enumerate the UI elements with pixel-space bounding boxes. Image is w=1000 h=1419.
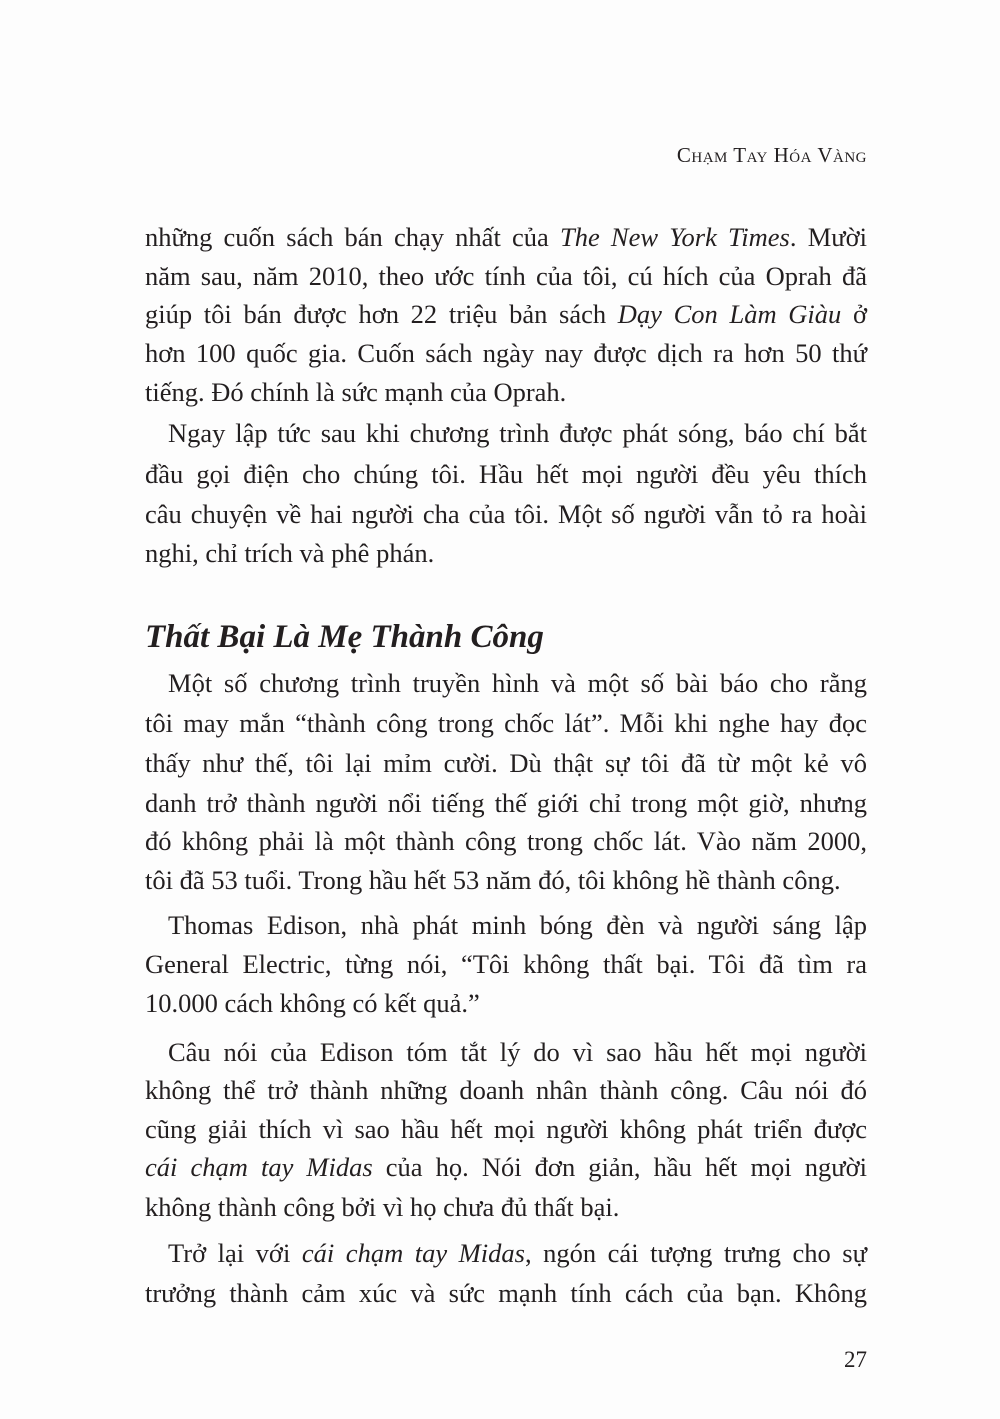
text-line: [145, 459, 867, 489]
text-line: [145, 708, 867, 738]
text-line: [145, 949, 867, 979]
text-span: giúp tôi bán được hơn 22 triệu bản sách: [145, 299, 618, 329]
text-line: [145, 377, 867, 407]
text-span: , ngón cái tượng trưng cho sự: [524, 1238, 867, 1268]
text-span: 10.000 cách không có kết quả.”: [145, 988, 480, 1018]
text-line: [145, 418, 867, 448]
text-span: không thành công bởi vì họ chưa đủ thất bại.: [145, 1192, 620, 1222]
text-span: đó không phải là một thành công trong chốc lát. Vào năm 2000,: [145, 826, 867, 856]
text-span: Thomas Edison, nhà phát minh bóng đèn và người sáng lập: [168, 910, 867, 940]
text-span: không thể trở thành những doanh nhân thành công. Câu nói đó: [145, 1075, 867, 1105]
text-line: [145, 338, 867, 368]
text-span: tôi đã 53 tuổi. Trong hầu hết 53 năm đó, tôi không hề thành công.: [145, 865, 841, 895]
text-span: câu chuyện về hai người cha của tôi. Một số người vẫn tỏ ra hoài: [145, 499, 867, 529]
text-span: cũng giải thích vì sao hầu hết mọi người không phát triển được: [145, 1114, 867, 1144]
text-span: năm sau, năm 2010, theo ước tính của tôi, cú hích của Oprah đã: [145, 261, 867, 291]
text-span: tôi may mắn “thành công trong chốc lát”. Mỗi khi nghe hay đọc: [145, 708, 867, 738]
text-line: [145, 1152, 867, 1182]
page-number: 27: [844, 1347, 867, 1372]
text-span: nghi, chỉ trích và phê phán.: [145, 538, 435, 568]
text-line: [145, 1075, 867, 1105]
running-head: Chạm Tay Hóa Vàng: [676, 143, 867, 167]
text-span: những cuốn sách bán chạy nhất của: [145, 222, 560, 252]
text-line: [145, 1192, 867, 1222]
section-heading: Thất Bại Là Mẹ Thành Công: [145, 619, 544, 655]
text-span: ở: [841, 299, 867, 329]
text-line: [145, 748, 867, 778]
text-span: . Mười: [789, 222, 867, 252]
italic-text: cái chạm tay Midas: [145, 1152, 373, 1182]
text-span: Ngay lập tức sau khi chương trình được phát sóng, báo chí bắt: [168, 418, 867, 448]
text-line: [145, 299, 867, 329]
text-line: [145, 788, 867, 818]
text-line: [145, 865, 867, 895]
text-span: Câu nói của Edison tóm tắt lý do vì sao hầu hết mọi người: [168, 1037, 867, 1067]
italic-text: The New York Times: [559, 222, 790, 252]
text-span: đầu gọi điện cho chúng tôi. Hầu hết mọi người đều yêu thích: [145, 459, 867, 489]
text-line: [145, 222, 867, 252]
text-span: Một số chương trình truyền hình và một số bài báo cho rằng: [168, 668, 867, 698]
text-line: [145, 910, 867, 940]
text-span: tiếng. Đó chính là sức mạnh của Oprah.: [145, 377, 567, 407]
text-line: [145, 826, 867, 856]
italic-text: Dạy Con Làm Giàu: [617, 299, 842, 329]
text-line: [145, 1238, 867, 1268]
text-span: danh trở thành người nổi tiếng thế giới chỉ trong một giờ, nhưng: [145, 788, 867, 818]
text-line: [145, 1114, 867, 1144]
text-span: hơn 100 quốc gia. Cuốn sách ngày nay được dịch ra hơn 50 thứ: [145, 338, 867, 368]
text-line: [145, 499, 867, 529]
text-line: [145, 988, 867, 1018]
italic-text: cái chạm tay Midas: [301, 1238, 525, 1268]
text-line: [145, 1278, 867, 1308]
text-line: [145, 538, 867, 568]
text-span: Trở lại với: [168, 1238, 302, 1268]
text-span: của họ. Nói đơn giản, hầu hết mọi người: [372, 1152, 867, 1182]
text-line: [145, 668, 867, 698]
text-span: trưởng thành cảm xúc và sức mạnh tính cách của bạn. Không: [145, 1278, 867, 1308]
text-line: [145, 261, 867, 291]
text-span: General Electric, từng nói, “Tôi không thất bại. Tôi đã tìm ra: [145, 949, 867, 979]
text-span: thấy như thế, tôi lại mỉm cười. Dù thật sự tôi đã từ một kẻ vô: [145, 748, 867, 778]
text-line: [145, 1037, 867, 1067]
